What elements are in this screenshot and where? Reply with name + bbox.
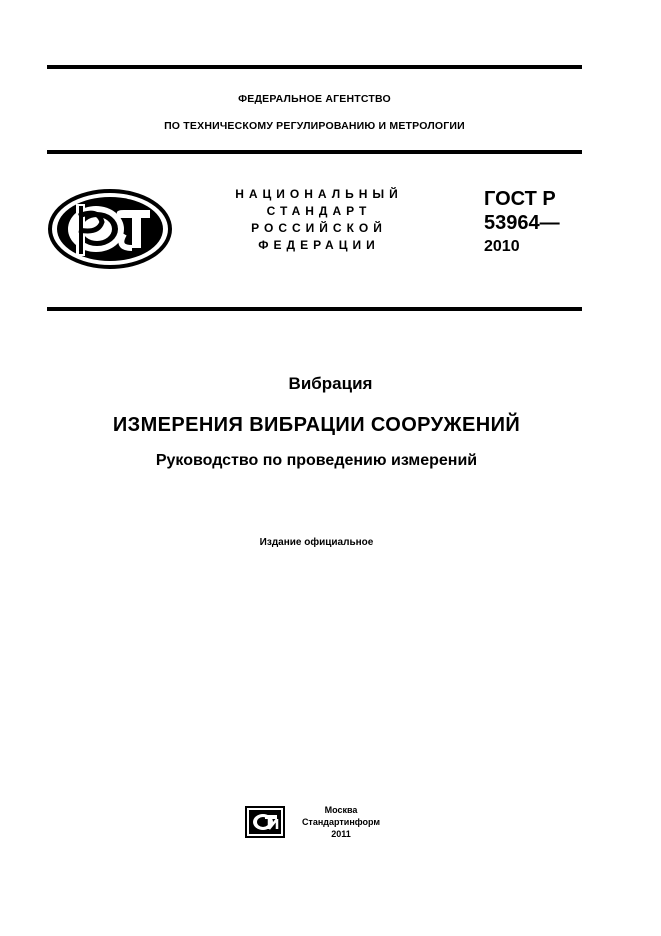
agency-line-2: ПО ТЕХНИЧЕСКОМУ РЕГУЛИРОВАНИЮ И МЕТРОЛОГИИ [164,120,465,132]
rst-emblem-icon [46,188,174,270]
gost-line-3: 2010 [484,238,520,255]
publisher-info [293,804,389,840]
standartinform-emblem-icon [245,806,285,838]
top-rule [47,65,582,69]
publisher-city: Москва [324,805,358,815]
standard-designation [230,186,408,254]
standard-line-4: ФЕДЕРАЦИИ [258,238,380,252]
subtitle: Руководство по проведению измерений [155,452,478,469]
header-rule [47,150,582,154]
agency-line-1: ФЕДЕРАЛЬНОЕ АГЕНТСТВО [238,93,391,105]
standard-line-3: РОССИЙСКОЙ [251,221,387,235]
edition-label: Издание официальное [259,537,374,548]
gost-line-1: ГОСТ Р [484,188,556,210]
main-title: ИЗМЕРЕНИЯ ВИБРАЦИИ СООРУЖЕНИЙ [112,414,521,436]
publisher-name: Стандартинформ [301,817,381,827]
topic-title: Вибрация [288,374,373,393]
standard-line-2: СТАНДАРТ [266,204,372,218]
publisher-year: 2011 [331,829,351,839]
mid-rule [47,307,582,311]
standard-line-1: НАЦИОНАЛЬНЫЙ [235,187,403,201]
gost-line-2: 53964— [484,212,560,234]
gost-number [484,187,560,259]
